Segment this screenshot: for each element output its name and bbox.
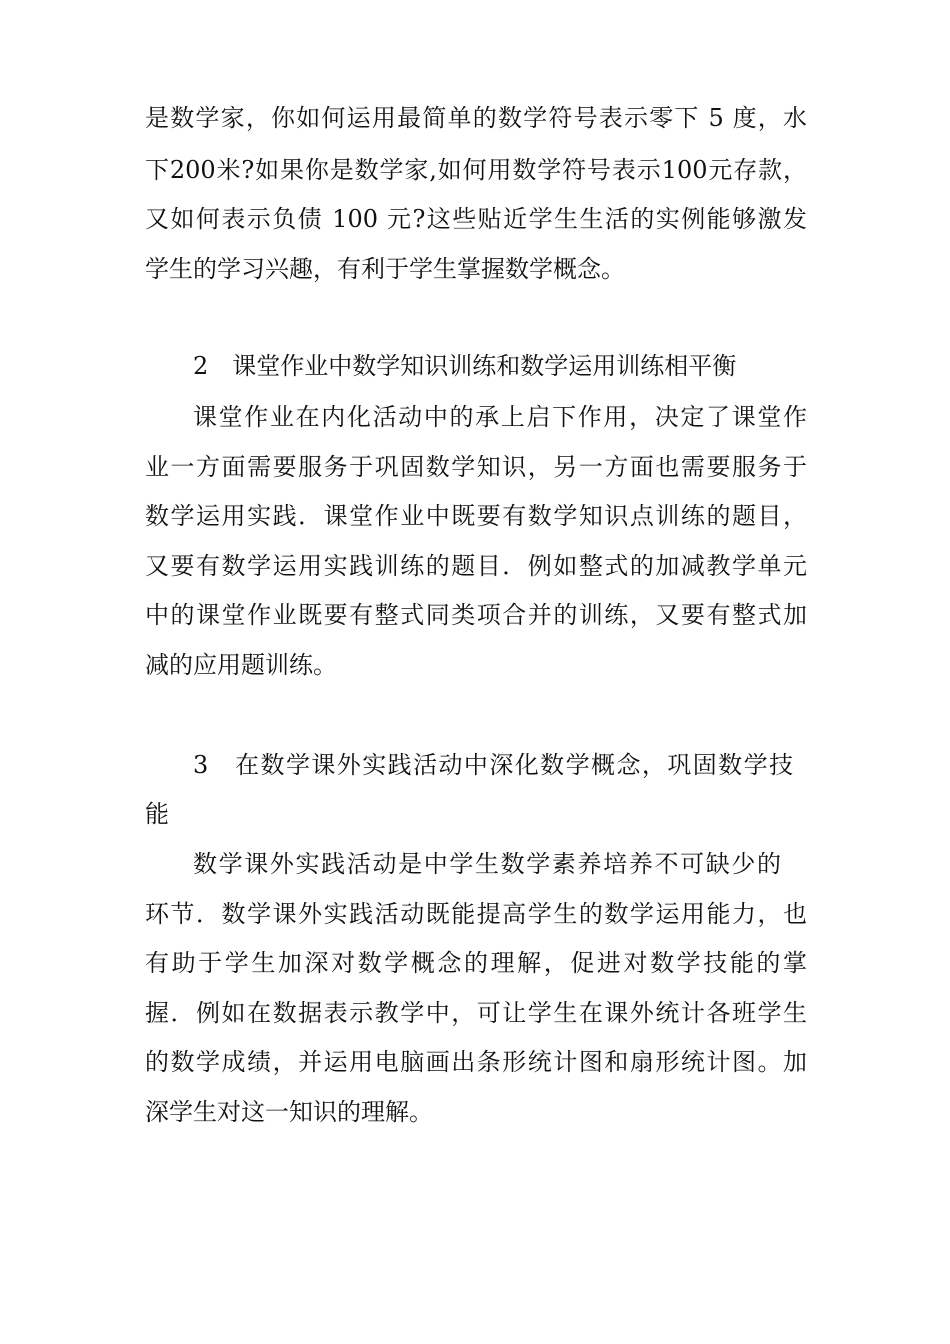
- paragraph-line: 下200米?如果你是数学家,如何用数学符号表示100元存款，: [145, 156, 807, 184]
- paragraph-line: 是数学家，你如何运用最简单的数学符号表示零下 5 度，水: [145, 104, 807, 132]
- paragraph-line: 数学课外实践活动是中学生数学素养培养不可缺少的: [193, 850, 781, 878]
- paragraph-line: 中的课堂作业既要有整式同类项合并的训练，又要有整式加: [145, 601, 807, 629]
- paragraph-line: 有助于学生加深对数学概念的理解，促进对数学技能的掌: [145, 949, 807, 977]
- paragraph-line: 数学运用实践．课堂作业中既要有数学知识点训练的题目，: [145, 502, 807, 530]
- paragraph-line: 深学生对这一知识的理解。: [145, 1098, 433, 1126]
- paragraph-line: 减的应用题训练。: [145, 651, 337, 679]
- section-heading: 能: [145, 800, 169, 828]
- paragraph-line: 的数学成绩，并运用电脑画出条形统计图和扇形统计图。加: [145, 1048, 807, 1076]
- section-heading: 2 课堂作业中数学知识训练和数学运用训练相平衡: [193, 352, 737, 380]
- paragraph-line: 业一方面需要服务于巩固数学知识，另一方面也需要服务于: [145, 453, 807, 481]
- paragraph-line: 又要有数学运用实践训练的题目．例如整式的加减教学单元: [145, 552, 807, 580]
- paragraph-line: 学生的学习兴趣，有利于学生掌握数学概念。: [145, 255, 625, 283]
- paragraph-line: 课堂作业在内化活动中的承上启下作用，决定了课堂作: [193, 403, 807, 431]
- paragraph-line: 握．例如在数据表示教学中，可让学生在课外统计各班学生: [145, 999, 807, 1027]
- paragraph-line: 又如何表示负债 100 元?这些贴近学生生活的实例能够激发: [145, 205, 807, 233]
- paragraph-line: 环节．数学课外实践活动既能提高学生的数学运用能力，也: [145, 900, 807, 928]
- section-heading: 3 在数学课外实践活动中深化数学概念，巩固数学技: [193, 751, 793, 779]
